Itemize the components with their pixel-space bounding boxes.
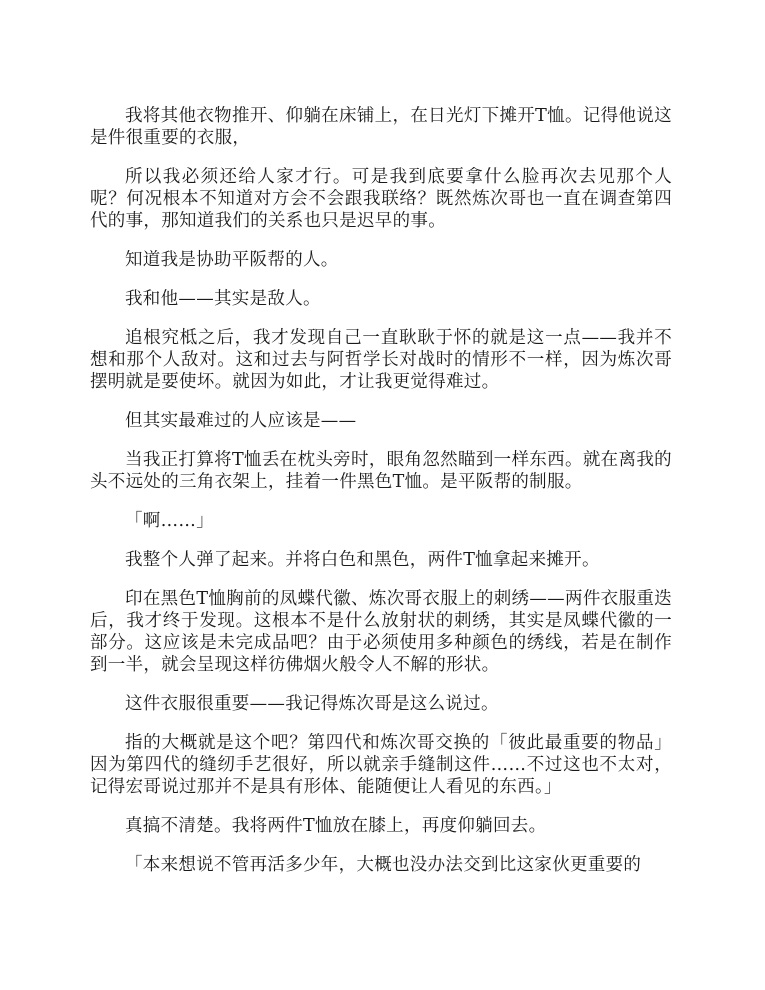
paragraph: 指的大概就是这个吧？第四代和炼次哥交换的「彼此最重要的物品」因为第四代的缝纫手艺很好，所以就亲手缝制这件……不过这也不太对，记得宏哥说过那并不是具有形体、能随便让人看见的东西。」 [90, 733, 672, 797]
document-page [90, 105, 672, 893]
paragraph: 所以我必须还给人家才行。可是我到底要拿什么脸再次去见那个人呢？何况根本不知道对方会不会跟我联络？既然炼次哥也一直在调查第四代的事，那知道我们的关系也只是迟早的事。 [90, 167, 672, 231]
paragraph: 我整个人弹了起来。并将白色和黑色，两件T恤拿起来摊开。 [125, 550, 600, 570]
paragraph: 知道我是协助平阪帮的人。 [125, 250, 339, 270]
paragraph: 当我正打算将T恤丢在枕头旁时，眼角忽然瞄到一样东西。就在离我的头不远处的三角衣架上，挂着一件黑色T恤。是平阪帮的制服。 [90, 450, 672, 492]
paragraph: 「啊……」 [125, 511, 214, 531]
paragraph: 印在黑色T恤胸前的凤蝶代徽、炼次哥衣服上的刺绣——两件衣服重迭后，我才终于发现。这根本不是什么放射状的刺绣，其实是凤蝶代徽的一部分。这应该是未完成品吧？由于必须使用多种颜色的绣线，若是在制作到一半，就会呈现这样彷佛烟火般令人不解的形状。 [90, 589, 672, 675]
paragraph: 我和他——其实是敌人。 [125, 289, 321, 309]
paragraph: 这件衣服很重要——我记得炼次哥是这么说过。 [125, 694, 499, 714]
paragraph: 真搞不清楚。我将两件T恤放在膝上，再度仰躺回去。 [125, 816, 547, 836]
paragraph: 但其实最难过的人应该是—— [125, 411, 357, 431]
paragraph: 追根究柢之后，我才发现自己一直耿耿于怀的就是这一点——我并不想和那个人敌对。这和过去与阿哲学长对战时的情形不一样，因为炼次哥摆明就是要使坏。就因为如此，才让我更觉得难过。 [90, 328, 672, 392]
paragraph: 我将其他衣物推开、仰躺在床铺上，在日光灯下摊开T恤。记得他说这是件很重要的衣服， [90, 106, 672, 148]
paragraph: 「本来想说不管再活多少年，大概也没办法交到比这家伙更重要的 [125, 855, 642, 875]
